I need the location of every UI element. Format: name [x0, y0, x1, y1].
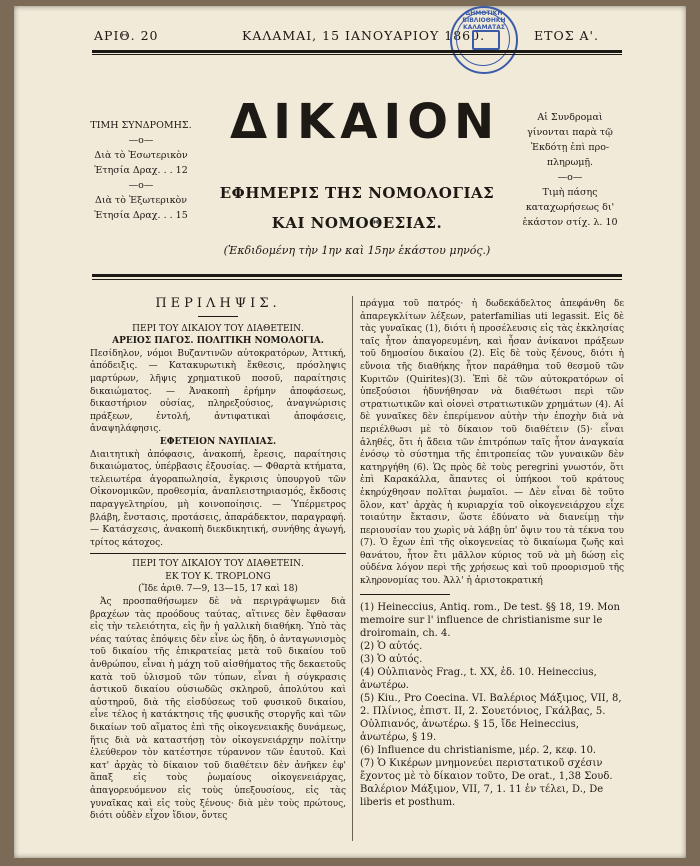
terms-line: γίνονται παρὰ τῷ [527, 127, 613, 138]
section-subtitle-2: ΕΦΕΤΕΙΟΝ ΝΑΥΠΛΙΑΣ. [159, 436, 277, 447]
column-divider [352, 296, 353, 841]
section-text-2: Διαιτητικὴ ἀπόφασις, ἀνακοπή, ἔρεσις, παραίτησις δικαιώματος, ὑπέρβασις ἐξουσίας. — Φθαρτὰ κτήματα, τελειωτέρα ἀγοραπωλησία, ἔγκρισις ὑπουργοῦ τῶν Οἰκονομικῶν, προθεσμία, ἀναπλειστηριασμός, ἔκδοσις παραγγελτηρίου, μὴ κοινοποίησις. — Ὑπέρμετρος βλάβη, ἔνστασις, προτάσεις, ἀπαράδεκτον, παραγραφή. — Κατάσχεσις, ἀνακοπὴ διεκδικητική, συνήθης ἀγωγή, τρίτος κάτοχος. [90, 449, 346, 548]
sub-line: Ἐτησία Δραχ. . . 15 [94, 210, 188, 221]
footnote: (1) Heineccius, Antiq. rom., De test. §§ 18, 19. Mon memoire sur l' influence de christianisme sur le droiromain, ch. 4. [360, 601, 620, 639]
article-title: ΠΕΡΙ ΤΟΥ ΔΙΚΑΙΟΥ ΤΟΥ ΔΙΑΘΕΤΕΙΝ. [132, 559, 304, 570]
footnote: (2) Ὁ αὐτός. [360, 640, 423, 652]
footnote: (5) Kiu., Pro Coecina. VI. Βαλέριος Μάξιμος, VII, 8, 2. Πλίνιος, ἐπιστ. II, 2. Σουετόνιος, Γκάλβας, 5. Οὐλπιανός, ἀνωτέρω. § 15, ἴδε Heineccius, ἀνωτέρω, § 19. [360, 692, 622, 743]
section-title: ΠΕΡΙ ΤΟΥ ΔΙΚΑΙΟΥ ΤΟΥ ΔΙΑΘΕΤΕΙΝ. [132, 323, 304, 334]
top-rule-thin [92, 54, 622, 55]
library-stamp [450, 6, 518, 74]
footnote-rule [360, 594, 450, 595]
terms-line: καταχωρήσεως δι' [525, 202, 615, 213]
masthead-subtitle-2: ΚΑΙ ΝΟΜΟΘΕΣΙΑΣ. [271, 214, 443, 232]
place-date: ΚΑΛΑΜΑΙ, 15 ΙΑΝΟΥΑΡΙΟΥ 1860. [242, 28, 486, 43]
mid-rule-thin [92, 279, 622, 280]
summary-heading: ΠΕΡΙΛΗΨΙΣ. [155, 296, 281, 311]
masthead-subtitle: ΕΦΗΜΕΡΙΣ ΤΗΣ ΝΟΜΟΛΟΓΙΑΣ [219, 184, 495, 202]
footnote: (7) Ὁ Κικέρων μνημονεύει περιστατικοῦ σχέσιν ἔχοντος μὲ τὸ δίκαιον τοῦτο, De orat., 1,38 Σουδ. Βαλέριον Μάξιμον, VII, 7, 1. 11 ἐν τέλει, D., De liberis et posthum. [360, 757, 613, 808]
sub-line: ΤΙΜΗ ΣΥΝΔΡΟΜΗΣ. [90, 120, 192, 131]
sub-line: —ο— [128, 180, 154, 191]
footnote: (4) Οὐλπιανὸς Frag., t. XX, ἐδ. 10. Heineccius, ἀνωτέρω. [360, 666, 597, 691]
top-rule [92, 50, 622, 53]
terms-line: Τιμὴ πάσης [542, 187, 598, 198]
right-column [360, 298, 624, 809]
mid-rule [92, 274, 622, 277]
terms-box [514, 110, 626, 230]
terms-line: Αἱ Συνδρομαὶ [537, 112, 603, 123]
section-text: Πεσίδηλον, νόμοι Βυζαντινῶν αὐτοκρατόρων, Ἀττική, ἀπόδειξις. — Κατακυρωτικὴ ἔκθεσις, πρόσληψις μαρτύρων, λῆψις χρηματικοῦ ποσοῦ, παραίτησις δικαιώματος. — Ἀνακοπὴ ἐρήμην ἀποφάσεως, δικαστήριον οὐσίας, πληρεξούσιος, ἀναγνώρισις πράξεων, ἐντολή, ἀντιφατικαὶ ἀποφάσεις, ἀναψηλάφησις. [90, 348, 346, 435]
terms-line: πληρωμῇ. [546, 157, 594, 168]
issue-number: ΑΡΙΘ. 20 [94, 28, 159, 43]
terms-line: Ἐκδότῃ ἐπὶ προ- [530, 142, 610, 153]
section-rule [90, 553, 346, 554]
sub-line: Ἐτησία Δραχ. . . 12 [94, 165, 188, 176]
book-icon [472, 30, 500, 50]
sub-line: Διὰ τὸ Ἐσωτερικὸν [94, 150, 188, 161]
terms-line: —ο— [557, 172, 583, 183]
article-reference: (Ἴδε ἀριθ. 7—9, 13—15, 17 καὶ 18) [138, 584, 298, 595]
sub-line: —ο— [128, 135, 154, 146]
subscription-box [76, 118, 206, 223]
sub-line: Διὰ τὸ Ἐξωτερικὸν [94, 195, 188, 206]
article-author: ΕΚ ΤΟΥ Κ. TROPLONG [165, 571, 271, 582]
masthead-title: ΔΙΚΑΙΟΝ [230, 94, 501, 150]
year-label: ΕΤΟΣ Α'. [534, 28, 599, 43]
article-text: Ἀς προσπαθήσωμεν δὲ νὰ περιγράψωμεν διὰ βραχέων τὰς προόδους ταύτας, αἵτινες δὲν ἔφθασαν εἰς τὴν τελειότητα, εἰς ἣν ἡ γαλλικὴ διαθήκη. Ὑπὸ τὰς νέας ταύτας ἐπόψεις δὲν εἶνε ὡς ἤδη, ὁ ἀνταγωνισμὸς τοῦ δικαίου τῆς ἐπικρατείας μετὰ τοῦ δικαίου τοῦ ἀνθρώπου, εἶναι ἡ μάχη τοῦ αἰσθήματος τῆς δεκαετοῦς κατὰ τοῦ ὑλισμοῦ τῶν τύπων, εἶναι ἡ σύγκρασις ἀστικοῦ δικαίου οὐσιωδῶς σκληροῦ, ἀπολύτου καὶ αὐστηροῦ, διὰ τῆς εἰσδύσεως τοῦ φυσικοῦ δικαίου, εἶνε τέλος ἡ κατάκτησις τῆς φυσικῆς στοργῆς καὶ τῶν δικαίων τοῦ αἵματος ἐπὶ τῆς οἰκογενειακῆς δυνάμεως, ἥτις διὰ νὰ καταστήσῃ τὸν οἰκογενειάρχην πολίτην ἐλεύθερον τὸν κατέστησε τύραννον τῶν ἑαυτοῦ. Καὶ κατ' ἀρχὰς τὸ δίκαιον τοῦ διαθέτειν δὲν ἀνῆκεν ἐφ' ἅπαξ εἰς τοὺς ῥωμαίους οἰκογενειάρχας, ἀπαγορευόμενον εἰς τοὺς ὑπεξουσίους, εἰς τὰς γυναῖκας καὶ εἰς τοὺς ξένους· διὰ μὲν τοὺς πρώτους, διότι οὐδὲν εἶχον ἴδιον, ὄντες [90, 597, 346, 822]
footnote: (6) Influence du christianisme, μέρ. 2, κεφ. 10. [360, 744, 597, 756]
newspaper-page [14, 6, 686, 858]
section-subtitle: ΑΡΕΙΟΣ ΠΑΓΟΣ. ΠΟΛΙΤΙΚΗ ΝΟΜΟΛΟΓΙΑ. [112, 336, 324, 347]
left-column [90, 298, 346, 823]
terms-line: ἑκάστον στίχ. λ. 10 [522, 217, 618, 228]
article-continuation: πράγμα τοῦ πατρός· ἡ δωδεκάδελτος ἀπεφάνθη δε ἀπαρεγκλίτων λέξεων, paterfamilias uti legassit. Εἰς δὲ τὰς γυναῖκας (1), διότι ἡ προσέλευσις εἰς τὰς ἐκκλησίας ταῖς ἦτον ἀπαγορευμένη, καὶ ἦσαν ἀνίκανοι πράξεων τοῦ δημοσίου δικαίου (2). Εἰς δὲ τοὺς ξένους, διότι ἡ εὔνοια τῆς διαθήκης ἦτον παράθημα τοῦ θεσμοῦ τῶν Κυριτῶν (Quirites)(3). Ἐπὶ δὲ τῶν αὐτοκρατόρων οἱ ὑπεξούσιοι ἠδυνήθησαν νὰ διαθέτωσι περὶ τῶν στρατιωτικῶν καὶ οἱονεὶ στρατιωτικῶν χρημάτων (4). Αἱ δὲ γυναῖκες δὲν ἐπερίμενον αὐτὴν τὴν ἐποχὴν διὰ νὰ περιέλθωσι μὲ τὸ δίκαιον τοῦ διαθέτειν (5)· εἶναι ἀληθές, ὅτι ἡ ἄδεια τῶν ἐπιτρόπων ταῖς ἦτον ἀναγκαία ἐνόσῳ τὸ σύστημα τῆς ἐπιτροπείας τῶν γυναικῶν δὲν κατηργήθη (6). Ὡς πρὸς δὲ τοὺς peregrini γνωστόν, ὅτι ἐπὶ Καρακάλλα, ἅπαντες οἱ ὑπήκοοι τοῦ κράτους ἐκηρύχθησαν πολῖται ῥωμαῖοι. — Δὲν εἶναι δὲ τοῦτο ὅλον, κατ' ἀρχὰς ἡ κυριαρχία τοῦ οἰκογενειάρχου εἶχε τοιαύτην ἔκτασιν, ὥστε ἐδύνατο νὰ διανείμῃ τὴν περιουσίαν του χωρὶς νὰ λάβῃ ὑπ' ὄψιν του τὰ τέκνα του (7). Ὁ ἔχων ἐπὶ τῆς οἰκογενείας τὸ δικαίωμα ζωῆς καὶ θανάτου, ἦτον ἔτι μᾶλλον κύριος τοῦ νὰ μὴ δώσῃ εἰς οὐδένα λόγον περὶ τῆς χρήσεως καὶ τοῦ προορισμοῦ τῆς κληρονομίας του. Ἀλλ' ἡ ἀριστοκρατική [360, 299, 624, 587]
publication-note: (Ἐκδιδομένη τὴν 1ην καὶ 15ην ἑκάστου μηνός.) [223, 244, 491, 257]
footnote: (3) Ὁ αὐτός. [360, 653, 423, 665]
heading-rule [198, 316, 238, 317]
stamp-text: ΔΗΜΟΤΙΚΗ ΒΙΒΛΙΟΘΗΚΗ ΚΑΛΑΜΑΤΑΣ [462, 10, 506, 31]
